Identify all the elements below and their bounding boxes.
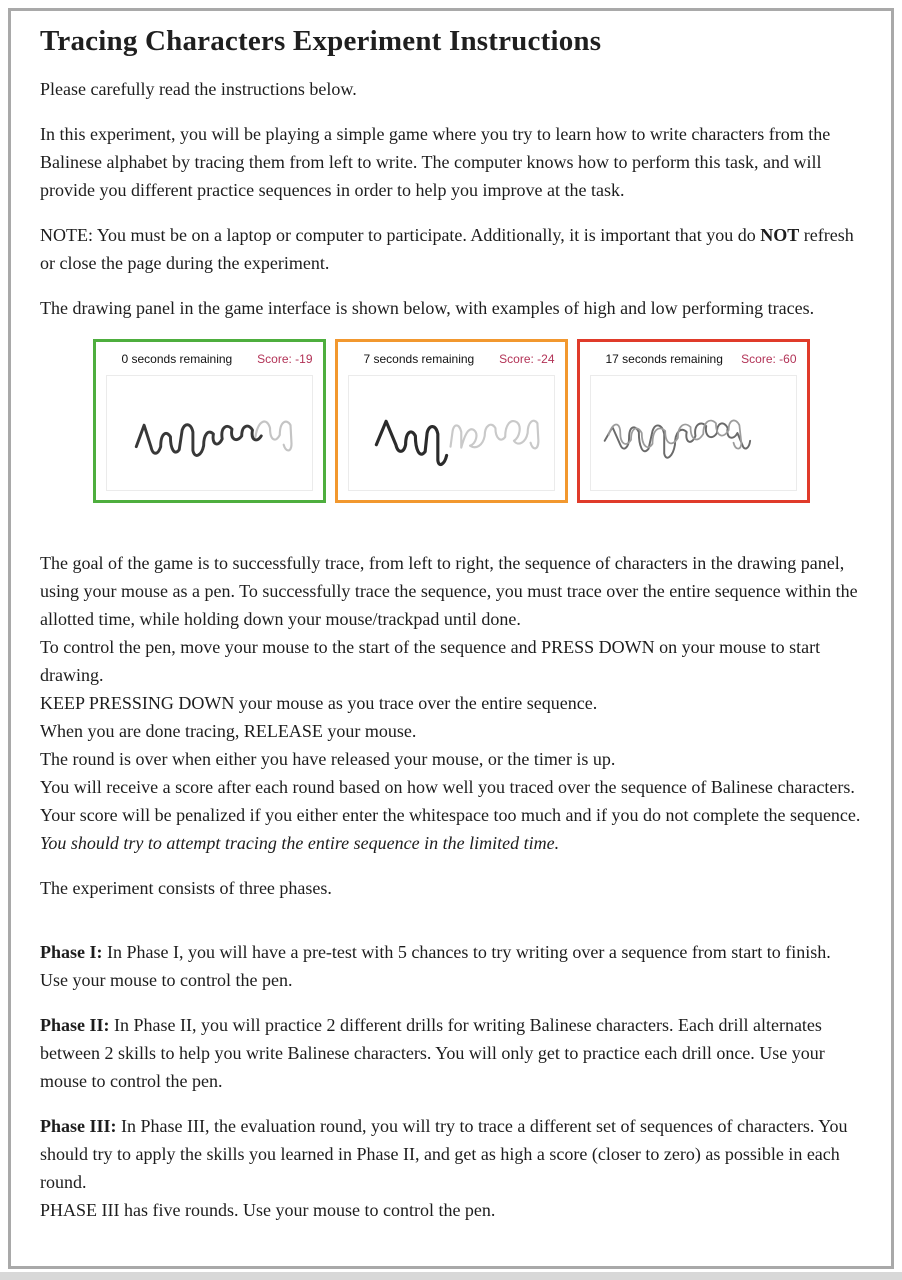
intro-paragraph: Please carefully read the instructions below. [40, 79, 357, 99]
score-label: Score: -19 [257, 352, 313, 366]
phase-2-text: In Phase II, you will practice 2 different drills for writing Balinese characters. Each drill alternates between 2 skills to help you write Balinese characters. You will only get to practice each drill once. Use your mouse to control the pen. [40, 1015, 825, 1091]
rules-score-line: You will receive a score after each round based on how well you traced over the sequence of Balinese characters. [40, 777, 855, 797]
phase-1-paragraph [40, 938, 862, 994]
drawing-canvas [106, 375, 313, 491]
game-rules-paragraph [40, 549, 862, 857]
rules-control-line: To control the pen, move your mouse to the start of the sequence and PRESS DOWN on your mouse to start drawing. [40, 637, 821, 685]
phase-2-label: Phase II: [40, 1015, 110, 1035]
rules-penalty-line: Your score will be penalized if you either enter the whitespace too much and if you do not complete the sequence. [40, 805, 861, 825]
drawing-canvas [590, 375, 797, 491]
score-label: Score: -60 [741, 352, 797, 366]
rules-goal-line: The goal of the game is to successfully trace, from left to right, the sequence of characters in the drawing panel, using your mouse as a pen. To successfully trace the sequence, you must trace over the entire sequence within the allotted time, while holding down your mouse/trackpad until done. [40, 553, 858, 629]
trace-example-panel-mid-score [335, 339, 568, 503]
phase-1-label: Phase I: [40, 942, 103, 962]
timer-label: 7 seconds remaining [363, 352, 475, 366]
trace-drawing [591, 376, 796, 490]
trace-example-panel-low-score [577, 339, 810, 503]
phase-3-label: Phase III: [40, 1116, 117, 1136]
note-text-post: refresh or close the page during the experiment. [40, 225, 854, 273]
timer-label: 0 seconds remaining [121, 352, 233, 366]
example-panels-row [40, 339, 862, 503]
phase-3-rounds-text: PHASE III has five rounds. Use your mouse to control the pen. [40, 1200, 496, 1220]
experiment-description-paragraph: In this experiment, you will be playing a simple game where you try to learn how to write characters from the Balinese alphabet by tracing them from left to write. The computer knows how to perform this task, and will provide you different practice sequences in order to help you improve at the task. [40, 124, 831, 200]
page-bottom-edge [0, 1272, 902, 1280]
rules-release-line: When you are done tracing, RELEASE your mouse. [40, 721, 417, 741]
panel-header [96, 342, 323, 366]
rules-round-over-line: The round is over when either you have released your mouse, or the timer is up. [40, 749, 616, 769]
rules-keep-pressing-line: KEEP PRESSING DOWN your mouse as you trace over the entire sequence. [40, 693, 598, 713]
trace-drawing [107, 376, 312, 490]
timer-label: 17 seconds remaining [605, 352, 723, 366]
phase-1-text: In Phase I, you will have a pre-test with 5 chances to try writing over a sequence from start to finish. Use your mouse to control the pen. [40, 942, 831, 990]
panel-header [338, 342, 565, 366]
note-paragraph [40, 221, 862, 277]
panel-header [580, 342, 807, 366]
phase-2-paragraph [40, 1011, 862, 1095]
phase-3-paragraph [40, 1112, 862, 1224]
drawing-canvas [348, 375, 555, 491]
note-text-pre: NOTE: You must be on a laptop or computer to participate. Additionally, it is important that you do [40, 225, 761, 245]
drawing-panel-paragraph: The drawing panel in the game interface is shown below, with examples of high and low performing traces. [40, 298, 815, 318]
trace-drawing [349, 376, 554, 490]
note-bold-text: NOT [760, 225, 800, 245]
phases-intro-paragraph: The experiment consists of three phases. [40, 878, 332, 898]
page-title: Tracing Characters Experiment Instructions [40, 25, 602, 57]
instructions-content [11, 11, 891, 1241]
rules-emphasis-text: You should try to attempt tracing the entire sequence in the limited time. [40, 833, 560, 853]
score-label: Score: -24 [499, 352, 555, 366]
trace-example-panel-high-score [93, 339, 326, 503]
phase-3-text: In Phase III, the evaluation round, you will try to trace a different set of sequences of characters. You should try to apply the skills you learned in Phase II, and get as high a score (closer to zero) as possible in each round. [40, 1116, 848, 1192]
